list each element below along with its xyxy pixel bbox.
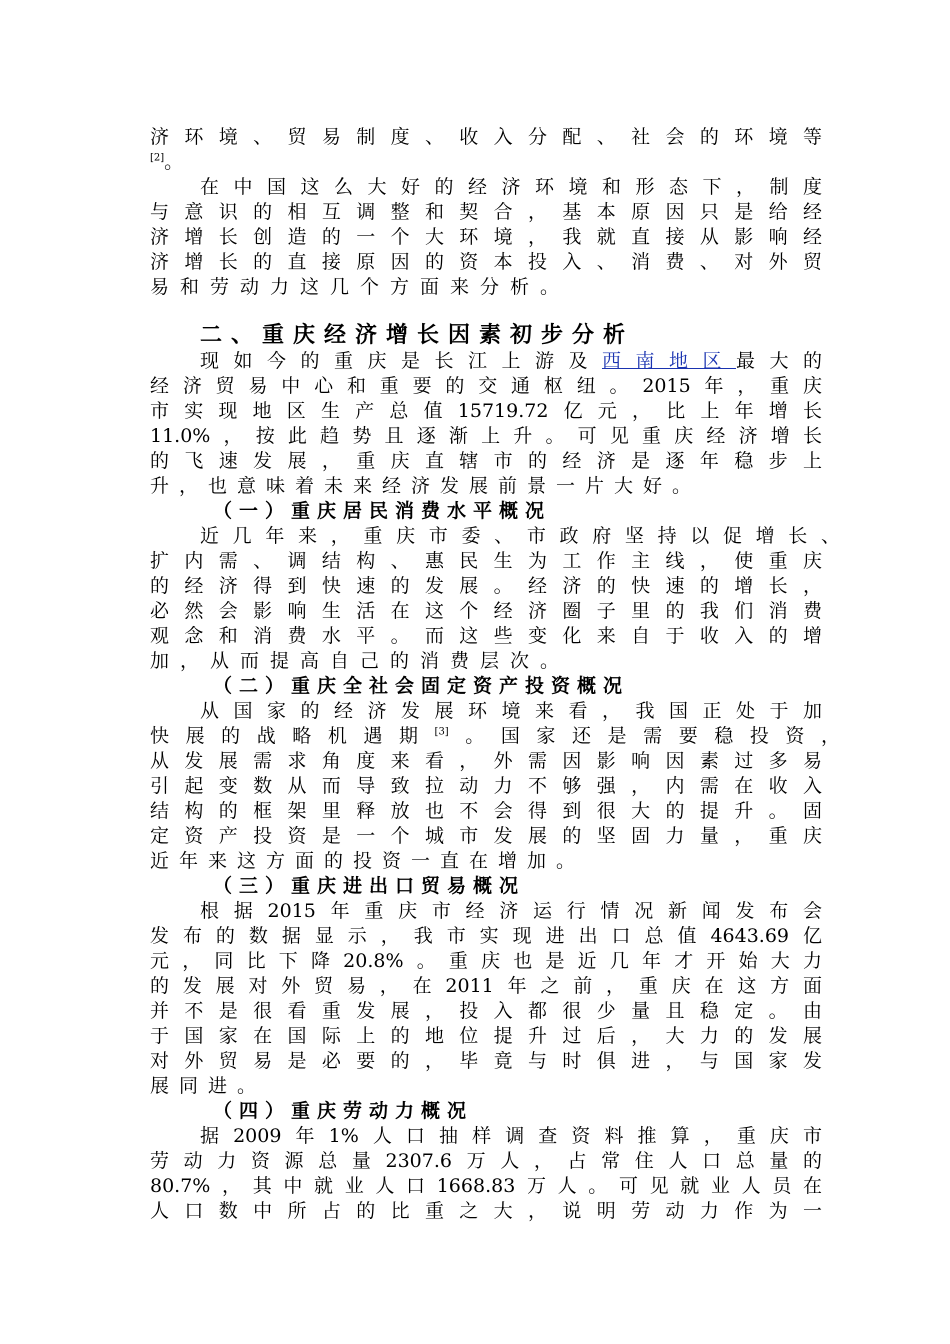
paragraph-line: 定资产投资是一个城市发展的坚固力量，重庆 [150, 825, 822, 847]
paragraph-line: 的发展对外贸易，在2011年之前，重庆在这方面 [150, 975, 822, 997]
paragraph-line: 在中国这么大好的经济环境和形态下，制度 [200, 176, 822, 198]
paragraph-line: 市实现地区生产总值15719.72亿元，比上年增长 [150, 400, 822, 422]
paragraph-line: 的经济得到快速的发展。经济的快速的增长， [150, 575, 822, 597]
paragraph-line: 11.0%，按此趋势且逐渐上升。可见重庆经济增长 [150, 425, 822, 447]
paragraph-line: 济环境、贸易制度、收入分配、社会的环境等 [150, 126, 822, 148]
line-text: 最大的 [735, 350, 822, 372]
line-text: 。国家还是需要稳投资， [448, 725, 840, 747]
section-heading: 二、重庆经济增长因素初步分析 [200, 323, 635, 348]
paragraph-line: 升，也意味着未来经济发展前景一片大好。 [150, 475, 702, 497]
paragraph-line [200, 348, 822, 374]
link-southwest-region[interactable]: 西南地区 [601, 350, 736, 372]
paragraph-line: 引起变数从而导致拉动力不够强，内需在收入 [150, 775, 822, 797]
paragraph-line: 从发展需求角度来看，外需因影响因素过多易 [150, 750, 822, 772]
subsection-heading: （二）重庆全社会固定资产投资概况 [213, 675, 630, 697]
paragraph-line: 必然会影响生活在这个经济圈子里的我们消费 [150, 600, 822, 622]
paragraph-line: 于国家在国际上的地位提升过后，大力的发展 [150, 1025, 822, 1047]
paragraph-line: 并不是很看重发展，投入都很少量且稳定。由 [150, 1000, 822, 1022]
subsection-heading: （一）重庆居民消费水平概况 [213, 500, 552, 522]
subsection-heading: （四）重庆劳动力概况 [213, 1100, 474, 1122]
paragraph-line: 根据2015年重庆市经济运行情况新闻发布会 [200, 900, 822, 922]
paragraph-line [150, 723, 840, 749]
citation-ref: [3] [434, 726, 449, 738]
paragraph-line: 近年来这方面的投资一直在增加。 [150, 850, 586, 872]
paragraph-line: 与意识的相互调整和契合，基本原因只是给经 [150, 201, 822, 223]
paragraph-line: 易和劳动力这几个方面来分析。 [150, 276, 571, 298]
paragraph-line: 劳动力资源总量2307.6万人，占常住人口总量的 [150, 1150, 822, 1172]
paragraph-line: 人口数中所占的比重之大，说明劳动力作为一 [150, 1200, 822, 1222]
paragraph-line: 经济贸易中心和重要的交通枢纽。2015年，重庆 [150, 375, 822, 397]
paragraph-line: 元，同比下降20.8%。重庆也是近几年才开始大力 [150, 950, 822, 972]
citation-ref: [2] [150, 152, 165, 164]
paragraph-line [150, 149, 822, 175]
paragraph-line: 的飞速发展，重庆直辖市的经济是逐年稳步上 [150, 450, 822, 472]
paragraph-line: 结构的框架里释放也不会得到很大的提升。固 [150, 800, 822, 822]
paragraph-line: 展同进。 [150, 1075, 267, 1097]
line-text: 现如今的重庆是长江上游及 [200, 350, 602, 372]
paragraph-line: 济增长创造的一个大环境，我就直接从影响经 [150, 226, 822, 248]
line-text: 快展的战略机遇期 [150, 725, 435, 747]
paragraph-line: 扩内需、调结构、惠民生为工作主线，使重庆 [150, 550, 822, 572]
paragraph-line: 发布的数据显示，我市实现进出口总值4643.69亿 [150, 925, 822, 947]
paragraph-line: 近几年来，重庆市委、市政府坚持以促增长、 [200, 525, 840, 547]
paragraph-line: 济增长的直接原因的资本投入、消费、对外贸 [150, 251, 822, 273]
paragraph-line: 观念和消费水平。而这些变化来自于收入的增 [150, 625, 822, 647]
line-text: 。 [164, 151, 184, 173]
subsection-heading: （三）重庆进出口贸易概况 [213, 875, 526, 897]
paragraph-line: 80.7%，其中就业人口1668.83万人。可见就业人员在 [150, 1175, 822, 1197]
paragraph-line: 加，从而提高自己的消费层次。 [150, 650, 571, 672]
paragraph-line: 据2009年1%人口抽样调查资料推算，重庆市 [200, 1125, 822, 1147]
paragraph-line: 对外贸易是必要的，毕竟与时俱进，与国家发 [150, 1050, 822, 1072]
paragraph-line: 从国家的经济发展环境来看，我国正处于加 [200, 700, 822, 722]
